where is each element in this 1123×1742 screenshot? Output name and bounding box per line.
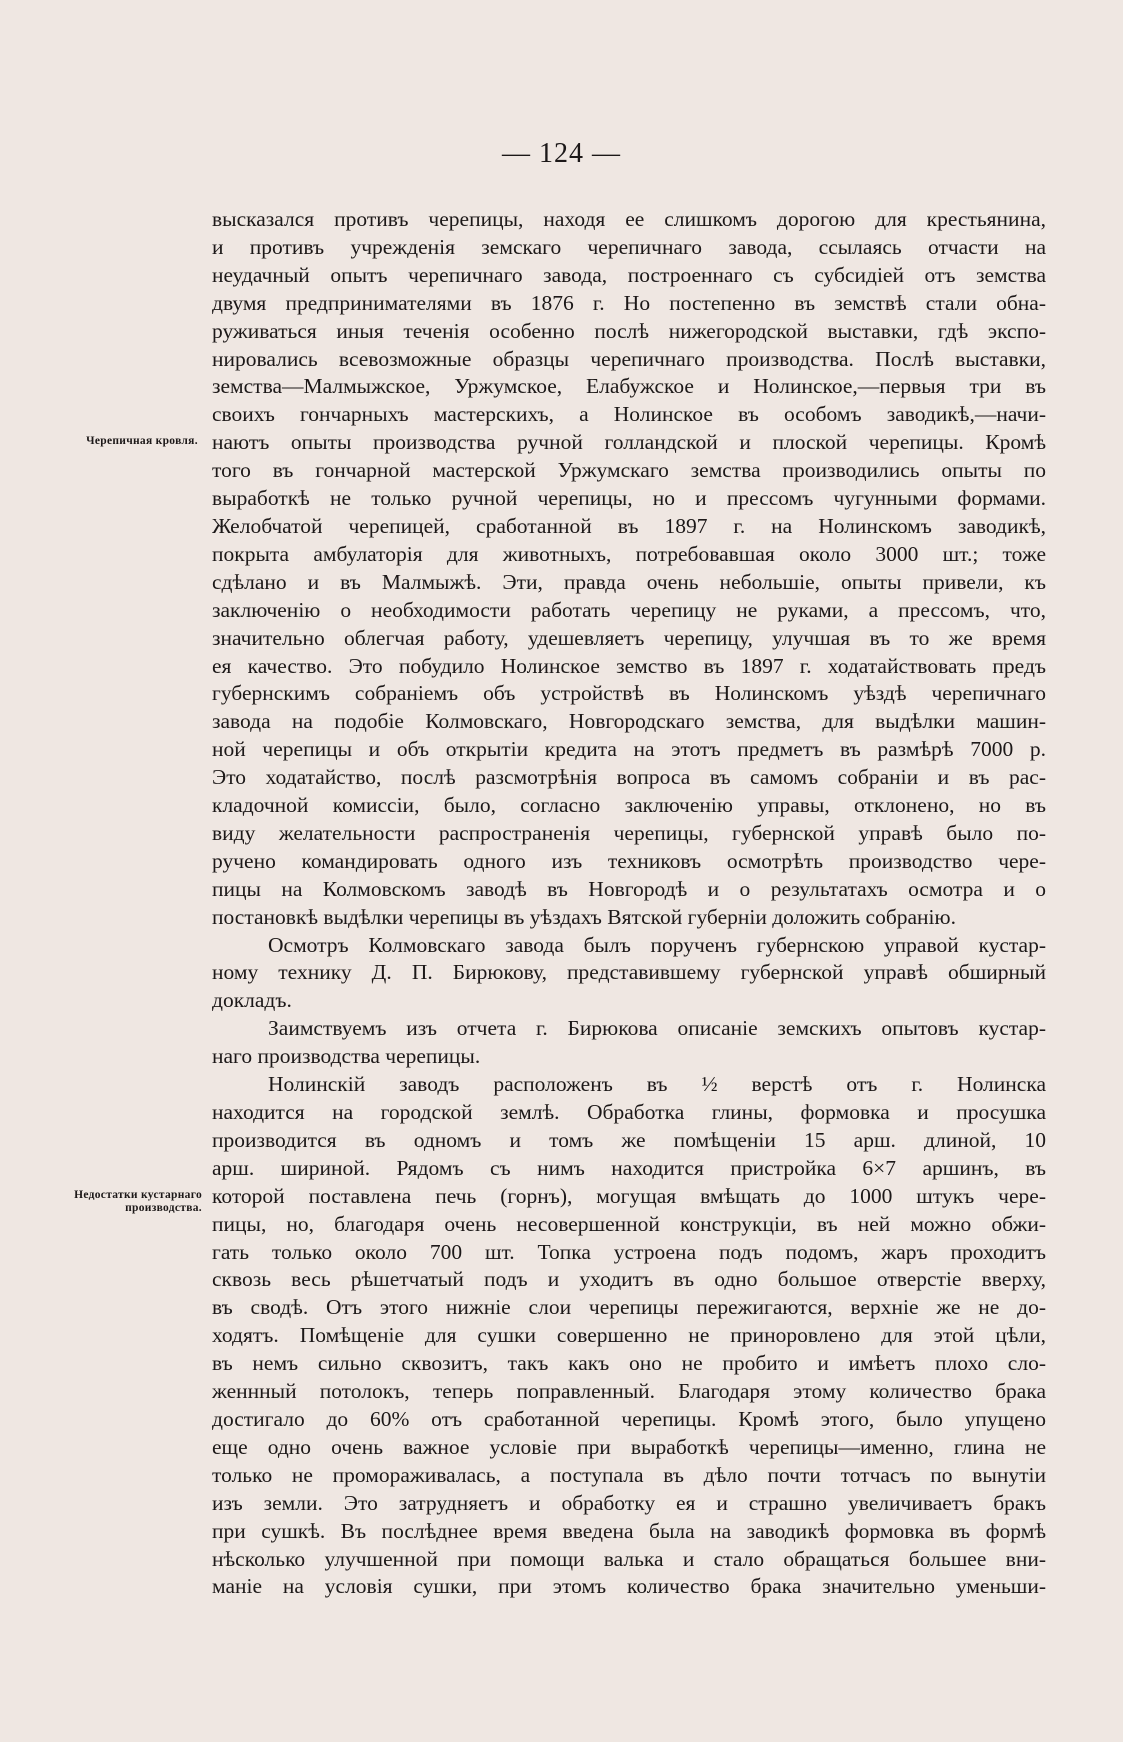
text-line: производится въ одномъ и томъ же помѣщеніи 15 арш. длиной, 10 — [212, 1127, 1046, 1152]
text-line: и противъ учрежденія земскаго черепичнаго завода, ссылаясь отчасти на — [212, 234, 1046, 259]
text-line: которой поставлена печь (горнъ), могущая вмѣщать до 1000 штукъ чере- — [212, 1183, 1046, 1208]
text-line: выработкѣ не только ручной черепицы, но и прессомъ чугунными формами. — [212, 486, 1046, 511]
margin-note-defects: Недостатки кустарнаго производства. — [74, 1189, 202, 1214]
text-line: при сушкѣ. Въ послѣднее время введена была на заводикѣ формовка въ формѣ — [212, 1518, 1046, 1543]
text-line: сдѣлано и въ Малмыжѣ. Эти, правда очень небольшіе, опыты привели, къ — [212, 569, 1046, 594]
text-line: докладъ. — [212, 988, 292, 1013]
text-line: наютъ опыты производства ручной голландской и плоской черепицы. Кромѣ — [212, 430, 1046, 455]
text-line: достигало до 60% отъ сработанной черепицы. Кромѣ этого, было упущено — [212, 1406, 1046, 1431]
text-line: гать только около 700 шт. Топка устроена подъ подомъ, жаръ проходитъ — [212, 1239, 1046, 1264]
text-line: высказался противъ черепицы, находя ее слишкомъ дорогою для крестьянина, — [212, 207, 1046, 231]
text-line: нировались всевозможные образцы черепичнаго производства. Послѣ выставки, — [212, 346, 1046, 371]
text-line: виду желательности распространенія черепицы, губернской управѣ было по- — [212, 820, 1046, 845]
text-line: Желобчатой черепицей, сработанной въ 1897 г. на Нолинскомъ заводикѣ, — [212, 513, 1046, 538]
text-line: кладочной комиссіи, было, согласно заключенію управы, отклонено, но въ — [212, 793, 1046, 818]
text-line: только не промораживалась, а поступала въ дѣло почти тотчасъ по вынутіи — [212, 1462, 1046, 1487]
text-line: постановкѣ выдѣлки черепицы въ уѣздахъ Вятской губерніи доложить собранію. — [212, 904, 956, 929]
text-line: того въ гончарной мастерской Уржумскаго земства производились опыты по — [212, 458, 1046, 483]
text-line: наго производства черепицы. — [212, 1044, 481, 1069]
text-line: покрыта амбулаторія для животныхъ, потребовавшая около 3000 шт.; тоже — [212, 541, 1046, 566]
text-line: губернскимъ собраніемъ объ устройствѣ въ Нолинскомъ уѣздѣ черепичнаго — [212, 681, 1046, 706]
text-line: арш. шириной. Рядомъ съ нимъ находится пристройка 6×7 аршинъ, въ — [212, 1155, 1046, 1180]
text-line: ея качество. Это побудило Нолинское земство въ 1897 г. ходатайствовать предъ — [212, 653, 1046, 678]
text-line: Осмотръ Колмовскаго завода былъ порученъ губернскою управой кустар- — [268, 932, 1046, 957]
text-line: ручено командировать одного изъ техниковъ осмотрѣть производство чере- — [212, 848, 1046, 873]
text-line: Это ходатайство, послѣ разсмотрѣнія вопроса въ самомъ собраніи и въ рас- — [212, 765, 1046, 790]
text-line: сквозь весь рѣшетчатый подъ и уходитъ въ одно большое отверстіе вверху, — [212, 1267, 1046, 1292]
text-line: маніе на условія сушки, при этомъ количество брака значительно уменьши- — [212, 1574, 1046, 1599]
page-number: — 124 — — [502, 138, 621, 169]
text-line: нѣсколько улучшенной при помощи валька и стало обращаться большее вни- — [212, 1546, 1046, 1571]
text-line: пицы, но, благодаря очень несовершенной конструкціи, въ ней можно обжи- — [212, 1211, 1046, 1236]
text-line: ному технику Д. П. Бирюкову, представившему губернской управѣ обширный — [212, 960, 1046, 985]
text-line: значительно облегчая работу, удешевляетъ черепицу, улучшая въ то же время — [212, 625, 1046, 650]
text-line: земства—Малмыжское, Уржумское, Елабужское и Нолинское,—первыя три въ — [212, 374, 1046, 399]
text-line: своихъ гончарныхъ мастерскихъ, а Нолинское въ особомъ заводикѣ,—начи- — [212, 402, 1046, 427]
text-line: Заимствуемъ изъ отчета г. Бирюкова описаніе земскихъ опытовъ кустар- — [268, 1016, 1046, 1041]
text-line: ходятъ. Помѣщеніе для сушки совершенно не приноровлено для этой цѣли, — [212, 1323, 1046, 1348]
text-line: Нолинскій заводъ расположенъ въ ½ верстѣ отъ г. Нолинска — [268, 1072, 1046, 1097]
text-line: двумя предпринимателями въ 1876 г. Но постепенно въ земствѣ стали обна- — [212, 290, 1046, 315]
text-line: руживаться иныя теченія особенно послѣ нижегородской выставки, гдѣ экспо- — [212, 318, 1046, 343]
text-line: женнный потолокъ, теперь поправленный. Благодаря этому количество брака — [212, 1379, 1046, 1404]
text-line: еще одно очень важное условіе при выработкѣ черепицы—именно, глина не — [212, 1434, 1046, 1459]
text-line: заключенію о необходимости работать черепицу не руками, а прессомъ, что, — [212, 597, 1046, 622]
text-line: находится на городской землѣ. Обработка глины, формовка и просушка — [212, 1100, 1046, 1124]
text-line: завода на подобіе Колмовскаго, Новгородскаго земства, для выдѣлки машин- — [212, 709, 1046, 734]
text-line: неудачный опытъ черепичнаго завода, построеннаго съ субсидіей отъ земства — [212, 262, 1046, 287]
margin-note-roofing: Черепичная кровля. — [86, 435, 198, 447]
text-line: пицы на Колмовскомъ заводѣ въ Новгородѣ и о результатахъ осмотра и о — [212, 876, 1046, 901]
text-line: ной черепицы и объ открытіи кредита на этотъ предметъ въ размѣрѣ 7000 р. — [212, 737, 1046, 762]
body-text — [212, 206, 1046, 1601]
text-line: въ сводѣ. Отъ этого нижніе слои черепицы пережигаются, верхніе же не до- — [212, 1295, 1046, 1320]
text-line: въ немъ сильно сквозитъ, такъ какъ оно не пробито и имѣетъ плохо сло- — [212, 1351, 1046, 1376]
text-line: изъ земли. Это затрудняетъ и обработку ея и страшно увеличиваетъ бракъ — [212, 1490, 1046, 1515]
